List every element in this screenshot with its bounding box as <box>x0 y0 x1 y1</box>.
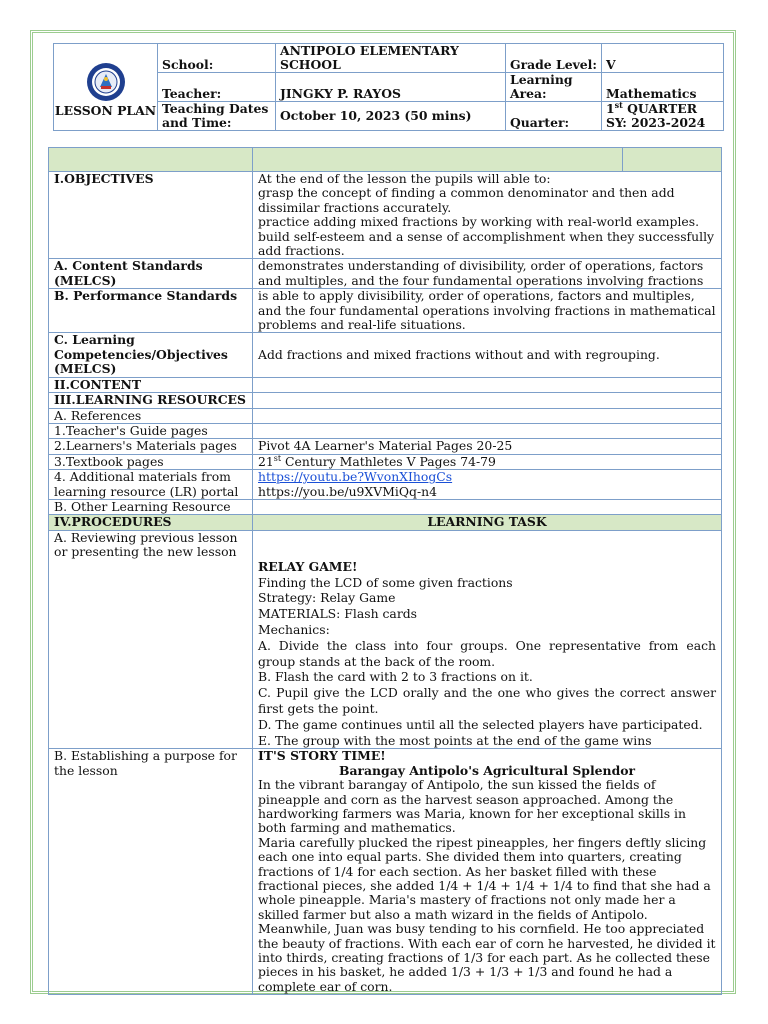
objectives-content <box>253 172 722 259</box>
textbook-sup: st <box>273 453 282 463</box>
review-label: A. Reviewing previous lesson or presenting the new lesson <box>49 530 253 749</box>
lesson-plan-label: LESSON PLAN <box>54 103 157 118</box>
competencies-value: Add fractions and mixed fractions without and with regrouping. <box>253 333 722 377</box>
header-blank-3 <box>623 148 722 172</box>
textbook-num: 21 <box>258 453 274 469</box>
content-value <box>253 377 722 392</box>
mechanic-item: A. Divide the class into four groups. One representative from each group stands at the back of the room. <box>258 637 716 669</box>
quarter-suffix: st <box>614 99 623 110</box>
objective-item: practice adding mixed fractions by working with real-world examples. <box>258 214 700 230</box>
other-resource-value <box>253 499 722 514</box>
dates-label: Teaching Dates and Time: <box>158 102 276 131</box>
deped-seal-icon <box>86 62 126 102</box>
story-paragraph: In the vibrant barangay of Antipolo, the sun kissed the fields of pineapple and corn as the harvest season approached. Among the hardworking farmers was Maria, known for her exceptional skills in both farming and mathematics. <box>258 777 686 836</box>
resources-value <box>253 393 722 408</box>
youtube-link-2: https://you.be/u9XVMiQq-n4 <box>258 483 437 499</box>
logo-cell <box>54 44 158 131</box>
objective-item: grasp the concept of finding a common denominator and then add dissimilar fractions accurately. <box>258 185 675 215</box>
competencies-label: C. Learning Competencies/Objectives (MELCS) <box>49 333 253 377</box>
learners-materials-value: Pivot 4A Learner's Material Pages 20-25 <box>253 439 722 454</box>
header-blank-2 <box>253 148 623 172</box>
performance-standards-value: is able to apply divisibility, order of operations, factors and multiples, and the four fundamental operations involving fractions in mathematical problems and real-life situations. <box>253 289 722 333</box>
quarter-text: QUARTER <box>622 101 698 116</box>
relay-game-content <box>253 530 722 749</box>
school-value: ANTIPOLO ELEMENTARY SCHOOL <box>276 44 506 73</box>
mechanic-item: B. Flash the card with 2 to 3 fractions on it. <box>258 669 533 685</box>
dates-value: October 10, 2023 (50 mins) <box>276 102 506 131</box>
performance-standards-label: B. Performance Standards <box>49 289 253 333</box>
mechanic-item: C. Pupil give the LCD orally and the one who gives the correct answer first gets the point. <box>258 685 716 716</box>
area-label: Learning Area: <box>506 73 602 102</box>
textbook-label: 3.Textbook pages <box>49 454 253 469</box>
relay-line: Finding the LCD of some given fractions <box>258 574 513 590</box>
textbook-value <box>253 454 722 469</box>
area-value: Mathematics <box>602 73 724 102</box>
content-standards-label: A. Content Standards (MELCS) <box>49 259 253 289</box>
relay-game-title: RELAY GAME! <box>258 558 358 574</box>
grade-label: Grade Level: <box>506 44 602 73</box>
lesson-table <box>48 147 722 995</box>
quarter-value <box>602 99 724 131</box>
school-label: School: <box>158 44 276 73</box>
header-blank-1 <box>49 148 253 172</box>
quarter-number: 1 <box>606 101 615 116</box>
procedures-label: IV.PROCEDURES <box>49 515 253 530</box>
school-year: SY: 2023-2024 <box>606 115 706 130</box>
mechanic-item: D. The game continues until all the selected players have participated. <box>258 716 703 732</box>
learning-task-label: LEARNING TASK <box>253 515 722 530</box>
story-paragraph: Meanwhile, Juan was busy tending to his cornfield. He too appreciated the beauty of fractions. With each ear of corn he harvested, he divided it into thirds, creating fractions of 1/3 for each part. As he collected these pieces in his basket, he added 1/3 + 1/3 + 1/3 and found he had a complete ear of corn. <box>258 921 716 994</box>
grade-value: V <box>602 44 724 73</box>
relay-line: Strategy: Relay Game <box>258 590 396 606</box>
textbook-rest: Century Mathletes V Pages 74-79 <box>281 453 496 469</box>
learners-materials-label: 2.Learners's Materials pages <box>49 439 253 454</box>
objectives-intro: At the end of the lesson the pupils will able to: <box>258 171 551 186</box>
quarter-label: Quarter: <box>506 102 602 131</box>
content-label: II.CONTENT <box>49 377 253 392</box>
objective-item: build self-esteem and a sense of accomplishment when they successfully add fractions. <box>258 228 715 259</box>
relay-line: MATERIALS: Flash cards <box>258 606 418 622</box>
story-paragraph: Maria carefully plucked the ripest pineapples, her fingers deftly slicing each one into equal parts. She divided them into quarters, creating fractions of 1/4 for each section. As her basket filled with these fractional pieces, she added 1/4 + 1/4 + 1/4 + 1/4 to find that she had a whole pineapple. Maria's mastery of fractions not only made her a skilled farmer but also a math wizard in the fields of Antipolo. <box>258 834 711 922</box>
youtube-link-1[interactable]: https://youtu.be?WvonXIhogCs <box>258 469 453 485</box>
content-standards-value: demonstrates understanding of divisibility, order of operations, factors and multiples, and the four fundamental operations involving fractions <box>253 259 722 289</box>
teacher-value: JINGKY P. RAYOS <box>276 73 506 102</box>
teachers-guide-label: 1.Teacher's Guide pages <box>49 423 253 438</box>
references-value <box>253 408 722 423</box>
other-resource-label: B. Other Learning Resource <box>49 499 253 514</box>
story-heading: IT'S STORY TIME! <box>258 748 386 764</box>
relay-line: Mechanics: <box>258 621 330 637</box>
teacher-label: Teacher: <box>158 73 276 102</box>
header-table <box>53 43 724 131</box>
teachers-guide-value <box>253 423 722 438</box>
purpose-label: B. Establishing a purpose for the lesson <box>49 749 253 995</box>
story-content <box>253 749 722 995</box>
references-label: A. References <box>49 408 253 423</box>
story-title: Barangay Antipolo's Agricultural Splendor <box>338 762 636 778</box>
resources-label: III.LEARNING RESOURCES <box>49 393 253 408</box>
mechanic-item: E. The group with the most points at the end of the game wins <box>258 732 652 748</box>
objectives-label: I.OBJECTIVES <box>49 172 253 259</box>
additional-materials-value <box>253 470 722 500</box>
additional-materials-label: 4. Additional materials from learning resource (LR) portal <box>49 470 253 500</box>
